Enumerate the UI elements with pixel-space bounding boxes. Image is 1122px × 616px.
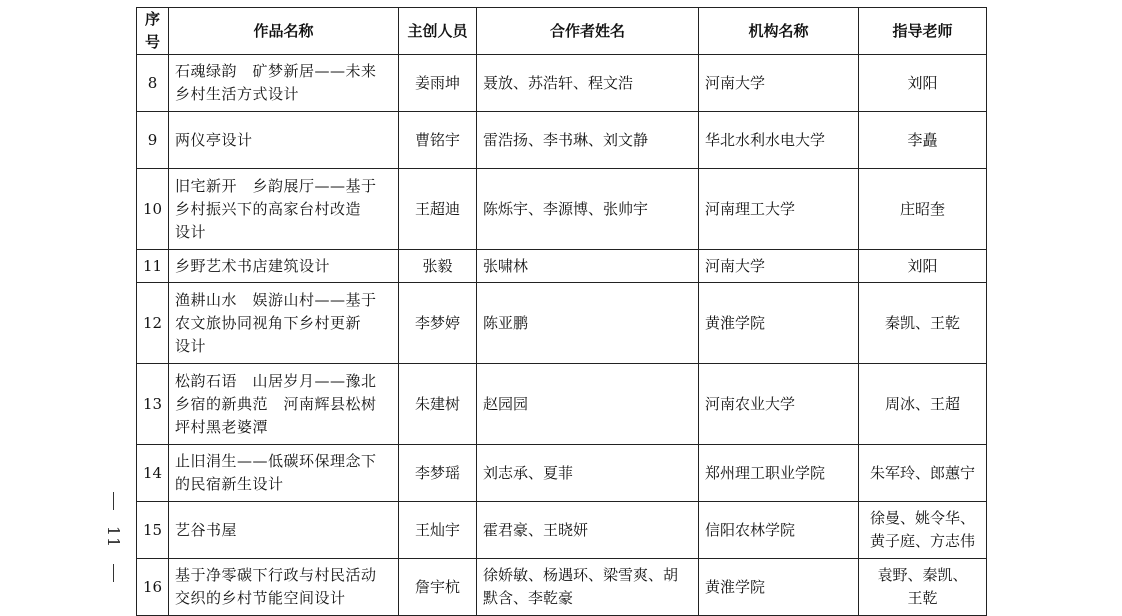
- cell-cooperators: [477, 250, 699, 283]
- cell-cooperators-line: 雷浩扬、李书琳、刘文静: [483, 130, 649, 149]
- cell-no: [137, 502, 169, 559]
- cell-no: [137, 112, 169, 169]
- header-no: 序号: [137, 8, 169, 55]
- cell-cooperators: [477, 283, 699, 364]
- cell-title: [169, 559, 399, 616]
- cell-cooperators-line: 赵园园: [483, 394, 529, 413]
- cell-title-line: 农文旅协同视角下乡村更新: [175, 313, 362, 332]
- cell-no-text: 14: [143, 463, 163, 482]
- cell-advisor-line: 黄子庭、方志伟: [869, 532, 975, 550]
- cell-advisor: [859, 250, 987, 283]
- cell-lead: [399, 55, 477, 112]
- cell-advisor-line: 李矗: [907, 130, 938, 149]
- cell-lead-text: 朱建树: [414, 394, 460, 413]
- header-advisor: 指导老师: [859, 8, 987, 55]
- cell-title-line: 石魂绿韵 矿梦新居——未来: [175, 62, 377, 80]
- cell-no-text: 16: [143, 577, 163, 596]
- cell-no-text: 15: [143, 520, 163, 539]
- cell-organization: [699, 283, 859, 364]
- header-lead: 主创人员: [399, 8, 477, 55]
- cell-organization: [699, 559, 859, 616]
- cell-title-line: 的民宿新生设计: [175, 475, 284, 493]
- page-number: [100, 492, 126, 582]
- cell-lead: [399, 112, 477, 169]
- cell-organization: [699, 502, 859, 559]
- cell-advisor: [859, 559, 987, 616]
- cell-advisor-line: 王乾: [907, 589, 938, 607]
- cell-advisor: [859, 283, 987, 364]
- header-title: 作品名称: [169, 8, 399, 55]
- header-organization: 机构名称: [699, 8, 859, 55]
- cell-title-line: 设计: [175, 336, 207, 355]
- cell-organization: [699, 445, 859, 502]
- cell-title-line: 艺谷书屋: [175, 520, 238, 539]
- table-body: [137, 55, 987, 616]
- cell-lead-text: 李梦婷: [414, 313, 460, 332]
- cell-organization: [699, 169, 859, 250]
- cell-no: [137, 445, 169, 502]
- cell-cooperators: [477, 169, 699, 250]
- cell-cooperators-line: 默含、李乾豪: [483, 589, 574, 607]
- cell-no: [137, 169, 169, 250]
- cell-advisor: [859, 169, 987, 250]
- cell-title: [169, 283, 399, 364]
- cell-advisor-line: 秦凯、王乾: [884, 313, 960, 332]
- cell-organization-text: 黄淮学院: [705, 577, 766, 596]
- cell-cooperators: [477, 55, 699, 112]
- cell-title: [169, 445, 399, 502]
- cell-advisor-line: 朱军玲、郎蕙宁: [869, 463, 975, 482]
- cell-title: [169, 55, 399, 112]
- cell-title-line: 两仪亭设计: [175, 130, 253, 149]
- cell-advisor-line: 袁野、秦凯、: [877, 566, 968, 584]
- page-number-dash-bottom: [113, 564, 114, 582]
- cell-lead-text: 张毅: [422, 256, 453, 275]
- cell-organization: [699, 364, 859, 445]
- cell-no: [137, 250, 169, 283]
- cell-no-text: 10: [143, 199, 163, 218]
- table-row: [137, 502, 987, 559]
- cell-advisor-line: 庄昭奎: [899, 199, 945, 218]
- cell-cooperators-line: 陈烁宇、李源博、张帅宇: [483, 199, 649, 218]
- table-row: [137, 559, 987, 616]
- cell-title: [169, 169, 399, 250]
- cell-cooperators: [477, 445, 699, 502]
- cell-advisor-line: 刘阳: [907, 73, 938, 92]
- page-number-value: 11: [103, 525, 123, 549]
- cell-title-line: 坪村黑老婆潭: [175, 417, 269, 436]
- table-row: [137, 364, 987, 445]
- page-number-dash-top: [113, 492, 114, 510]
- cell-lead: [399, 445, 477, 502]
- cell-no: [137, 364, 169, 445]
- cell-organization-text: 郑州理工职业学院: [705, 463, 826, 482]
- cell-advisor-line: 刘阳: [907, 256, 938, 275]
- cell-advisor-line: 徐曼、姚令华、: [869, 509, 975, 527]
- table-row: [137, 283, 987, 364]
- cell-organization: [699, 112, 859, 169]
- cell-title-line: 乡野艺术书店建筑设计: [175, 256, 331, 275]
- table-header-row: [137, 8, 987, 55]
- cell-title: [169, 112, 399, 169]
- cell-cooperators: [477, 112, 699, 169]
- cell-cooperators-line: 徐娇敏、杨遇环、梁雪爽、胡: [483, 566, 679, 584]
- cell-no-text: 11: [143, 256, 163, 275]
- table-row: [137, 112, 987, 169]
- cell-lead-text: 曹铭宇: [414, 130, 460, 149]
- cell-advisor: [859, 445, 987, 502]
- table-row: [137, 169, 987, 250]
- cell-title: [169, 364, 399, 445]
- cell-title-line: 旧宅新开 乡韵展厅——基于: [175, 176, 377, 195]
- cell-advisor: [859, 55, 987, 112]
- cell-lead: [399, 169, 477, 250]
- table-row: [137, 250, 987, 283]
- cell-no: [137, 559, 169, 616]
- header-cooperators: 合作者姓名: [477, 8, 699, 55]
- cell-cooperators-line: 刘志承、夏菲: [483, 463, 574, 482]
- cell-advisor: [859, 364, 987, 445]
- cell-organization-text: 河南农业大学: [705, 394, 796, 413]
- cell-cooperators-line: 霍君豪、王晓妍: [483, 520, 589, 539]
- cell-organization-text: 信阳农林学院: [705, 520, 796, 539]
- cell-title-line: 基于净零碳下行政与村民活动: [175, 566, 377, 584]
- cell-organization-text: 河南大学: [705, 256, 766, 275]
- cell-no-text: 9: [147, 130, 158, 149]
- cell-lead-text: 詹宇杭: [414, 577, 460, 596]
- cell-advisor-line: 周冰、王超: [884, 394, 960, 413]
- cell-title-line: 渔耕山水 娱游山村——基于: [175, 290, 377, 309]
- cell-no-text: 8: [147, 73, 158, 92]
- cell-cooperators-line: 张啸林: [483, 256, 529, 275]
- cell-advisor: [859, 502, 987, 559]
- cell-cooperators: [477, 559, 699, 616]
- cell-lead: [399, 250, 477, 283]
- cell-cooperators-line: 陈亚鹏: [483, 313, 529, 332]
- cell-organization-text: 华北水利水电大学: [705, 130, 826, 149]
- cell-lead-text: 姜雨坤: [414, 73, 460, 92]
- cell-title: [169, 250, 399, 283]
- cell-no-text: 13: [143, 394, 163, 413]
- cell-title-line: 乡村振兴下的高家台村改造: [175, 199, 362, 218]
- cell-lead: [399, 283, 477, 364]
- cell-lead: [399, 502, 477, 559]
- cell-cooperators: [477, 364, 699, 445]
- cell-title-line: 乡村生活方式设计: [175, 85, 300, 103]
- cell-organization: [699, 250, 859, 283]
- cell-organization-text: 河南大学: [705, 73, 766, 92]
- cell-title-line: 止旧涓生——低碳环保理念下: [175, 452, 377, 470]
- cell-title-line: 乡宿的新典范 河南辉县松树: [175, 394, 377, 413]
- cell-advisor: [859, 112, 987, 169]
- cell-organization-text: 黄淮学院: [705, 313, 766, 332]
- cell-cooperators-line: 聂放、苏浩轩、程文浩: [483, 73, 634, 92]
- cell-title: [169, 502, 399, 559]
- cell-lead-text: 王灿宇: [414, 520, 460, 539]
- cell-lead-text: 李梦瑶: [414, 463, 460, 482]
- cell-no: [137, 283, 169, 364]
- cell-lead: [399, 559, 477, 616]
- cell-cooperators: [477, 502, 699, 559]
- cell-no: [137, 55, 169, 112]
- cell-title-line: 松韵石语 山居岁月——豫北: [175, 371, 377, 390]
- table-row: [137, 55, 987, 112]
- cell-title-line: 交织的乡村节能空间设计: [175, 589, 346, 607]
- cell-title-line: 设计: [175, 222, 207, 241]
- award-table: [136, 7, 987, 616]
- cell-no-text: 12: [143, 313, 163, 332]
- cell-lead-text: 王超迪: [414, 199, 460, 218]
- cell-organization: [699, 55, 859, 112]
- cell-organization-text: 河南理工大学: [705, 199, 796, 218]
- table-row: [137, 445, 987, 502]
- cell-lead: [399, 364, 477, 445]
